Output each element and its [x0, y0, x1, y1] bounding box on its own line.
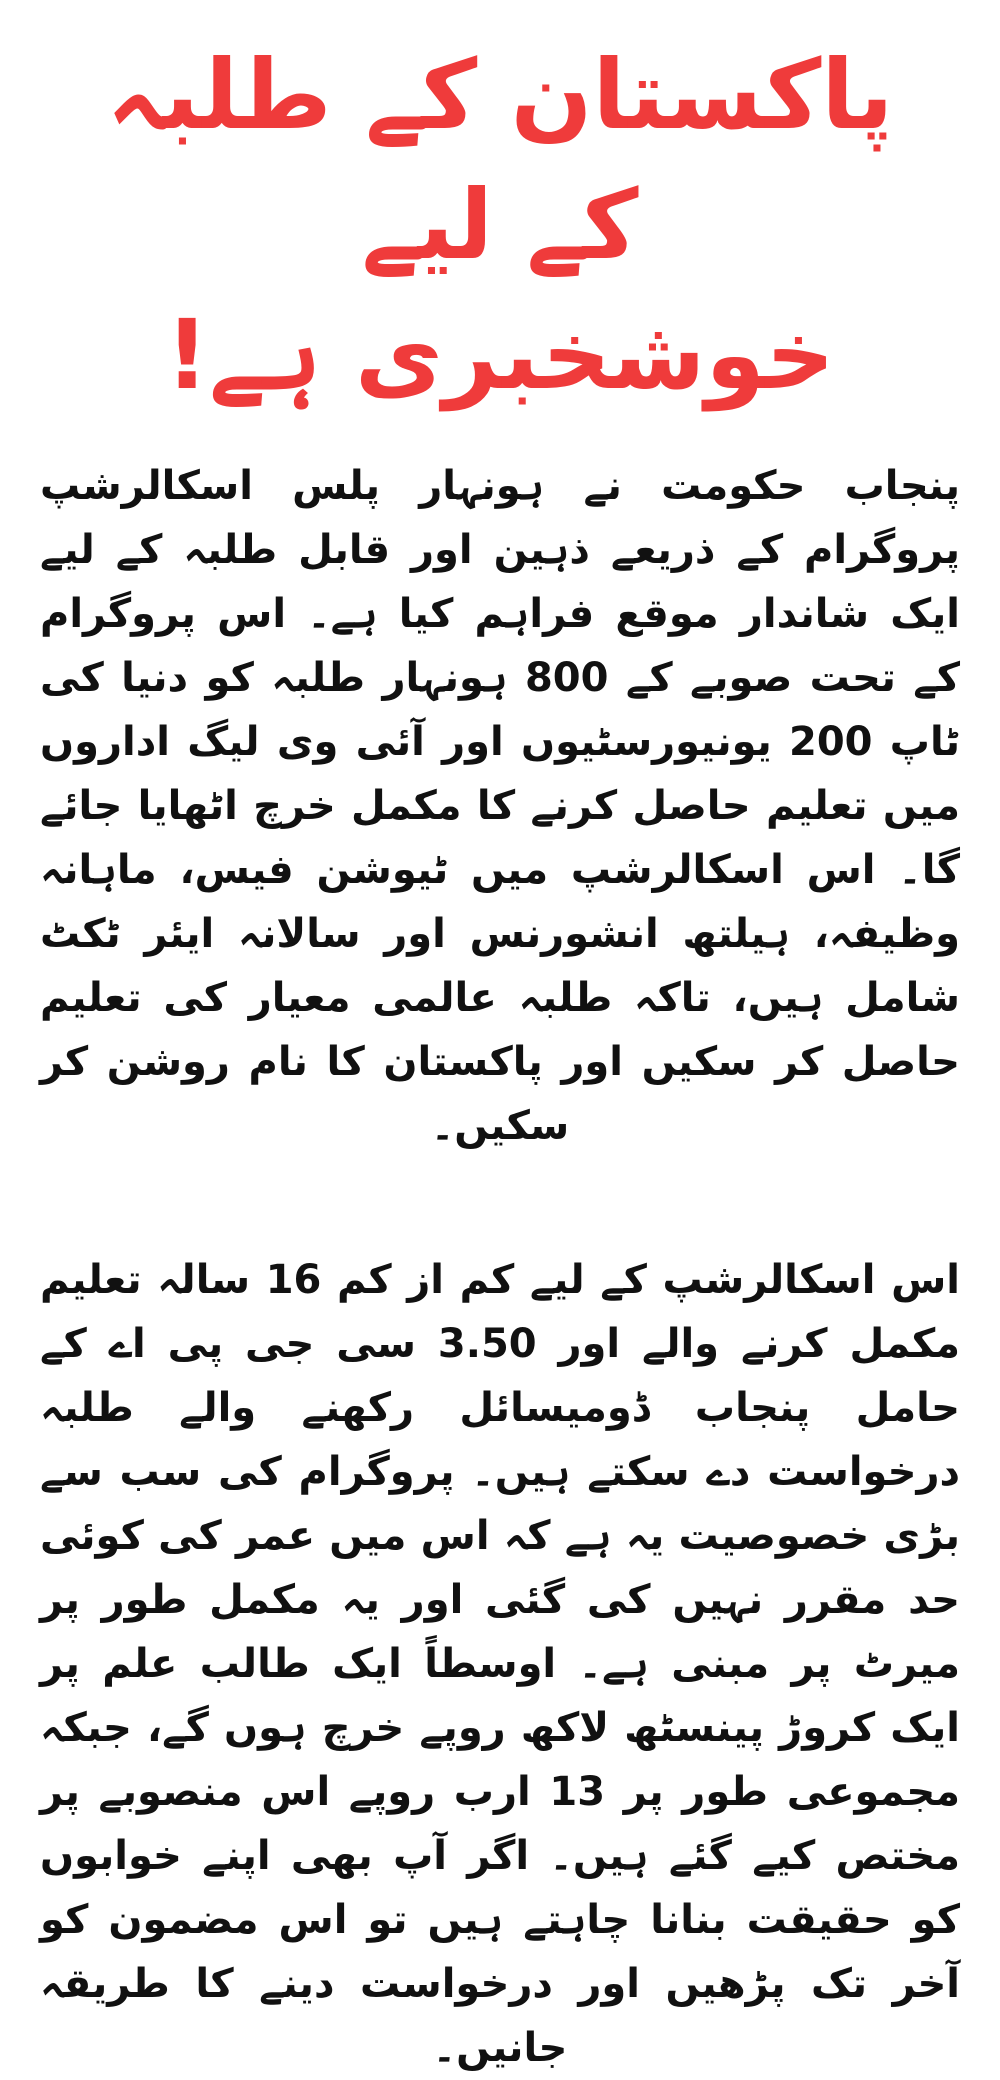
title-line-2: خوشخبری ہے! [165, 299, 835, 411]
article-title [40, 30, 960, 420]
paragraph-eligibility-details: اس اسکالرشپ کے لیے کم از کم 16 سالہ تعلیم مکمل کرنے والے اور 3.50 سی جی پی اے کے حامل پنجاب ڈومیسائل رکھنے والے طلبہ درخواست دے سکتے ہیں۔ پروگرام کی سب سے بڑی خصوصیت یہ ہے کہ اس میں عمر کی کوئی حد مقرر نہیں کی گئی اور یہ مکمل طور پر میرٹ پر مبنی ہے۔ اوسطاً ایک طالب علم پر ایک کروڑ پینسٹھ لاکھ روپے خرچ ہوں گے، جبکہ مجموعی طور پر 13 ارب روپے اس منصوبے پر مختص کیے گئے ہیں۔ اگر آپ بھی اپنے خوابوں کو حقیقت بنانا چاہتے ہیں تو اس مضمون کو آخر تک پڑھیں اور درخواست دینے کا طریقہ جانیں۔ [40, 1257, 960, 2071]
title-line-1: پاکستان کے طلبہ کے لیے [106, 39, 894, 281]
paragraph-scholarship-overview: پنجاب حکومت نے ہونہار پلس اسکالرشپ پروگرام کے ذریعے ذہین اور قابل طلبہ کے لیے ایک شاندار موقع فراہم کیا ہے۔ اس پروگرام کے تحت صوبے کے 800 ہونہار طلبہ کو دنیا کی ٹاپ 200 یونیورسٹیوں اور آئی وی لیگ اداروں میں تعلیم حاصل کرنے کا مکمل خرچ اٹھایا جائے گا۔ اس اسکالرشپ میں ٹیوشن فیس، ماہانہ وظیفہ، ہیلتھ انشورنس اور سالانہ ایئر ٹکٹ شامل ہیں، تاکہ طلبہ عالمی معیار کی تعلیم حاصل کر سکیں اور پاکستان کا نام روشن کر سکیں۔ [40, 463, 960, 1149]
